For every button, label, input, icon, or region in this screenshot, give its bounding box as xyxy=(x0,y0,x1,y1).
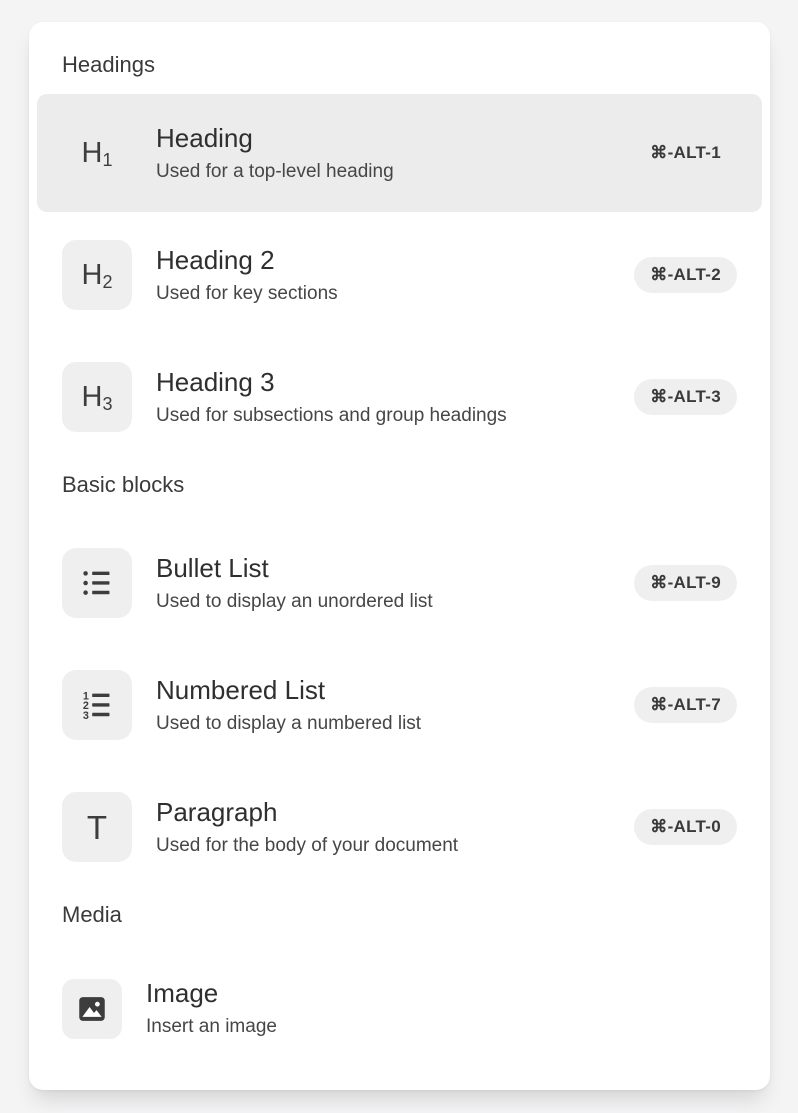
menu-item-paragraph[interactable] xyxy=(37,768,762,886)
svg-text:2: 2 xyxy=(82,700,89,713)
menu-item-image[interactable] xyxy=(37,954,762,1063)
item-title: Numbered List xyxy=(156,674,326,705)
paragraph-icon: T xyxy=(62,792,132,862)
item-texts xyxy=(156,797,458,858)
section-label-headings: Headings xyxy=(62,52,155,77)
item-description: Used to display a numbered list xyxy=(156,712,422,734)
item-texts xyxy=(146,978,277,1039)
bullet-list-icon xyxy=(62,548,132,618)
menu-item-heading-3[interactable] xyxy=(37,338,762,456)
item-shortcut: ⌘-ALT-9 xyxy=(634,565,737,601)
item-texts xyxy=(156,675,421,736)
item-description: Used for a top-level heading xyxy=(156,160,394,182)
section-label-media: Media xyxy=(62,902,122,927)
item-shortcut: ⌘-ALT-0 xyxy=(634,809,737,845)
item-title: Image xyxy=(146,978,219,1008)
item-texts xyxy=(156,123,394,184)
image-icon xyxy=(62,979,122,1039)
menu-item-numbered-list[interactable] xyxy=(37,646,762,764)
item-title: Bullet List xyxy=(156,552,269,583)
item-shortcut: ⌘-ALT-7 xyxy=(634,687,737,723)
heading-3-icon: H 3 xyxy=(62,362,132,432)
item-shortcut: ⌘-ALT-2 xyxy=(634,257,737,293)
menu-item-heading-1[interactable] xyxy=(37,94,762,212)
item-description: Used for the body of your document xyxy=(156,834,459,856)
item-description: Used for subsections and group headings xyxy=(156,404,507,426)
item-description: Used to display an unordered list xyxy=(156,590,433,612)
item-texts xyxy=(156,367,507,428)
svg-text:1: 1 xyxy=(82,690,89,703)
heading-2-icon: H 2 xyxy=(62,240,132,310)
item-title: Heading xyxy=(156,122,253,153)
item-shortcut: ⌘-ALT-3 xyxy=(634,379,737,415)
section-label-basic-blocks: Basic blocks xyxy=(62,472,185,497)
numbered-list-icon xyxy=(62,670,132,740)
item-title: Paragraph xyxy=(156,796,278,827)
item-title: Heading 2 xyxy=(156,244,275,275)
heading-1-icon: H 1 xyxy=(81,136,113,170)
menu-item-heading-2[interactable] xyxy=(37,216,762,334)
item-texts xyxy=(156,245,338,306)
item-title: Heading 3 xyxy=(156,366,275,397)
item-description: Insert an image xyxy=(146,1016,277,1037)
item-description: Used for key sections xyxy=(156,282,338,304)
item-shortcut: ⌘-ALT-1 xyxy=(650,143,721,162)
menu-item-bullet-list[interactable] xyxy=(37,524,762,642)
svg-text:3: 3 xyxy=(82,710,89,723)
item-texts xyxy=(156,553,433,614)
block-insert-menu xyxy=(29,22,770,1090)
